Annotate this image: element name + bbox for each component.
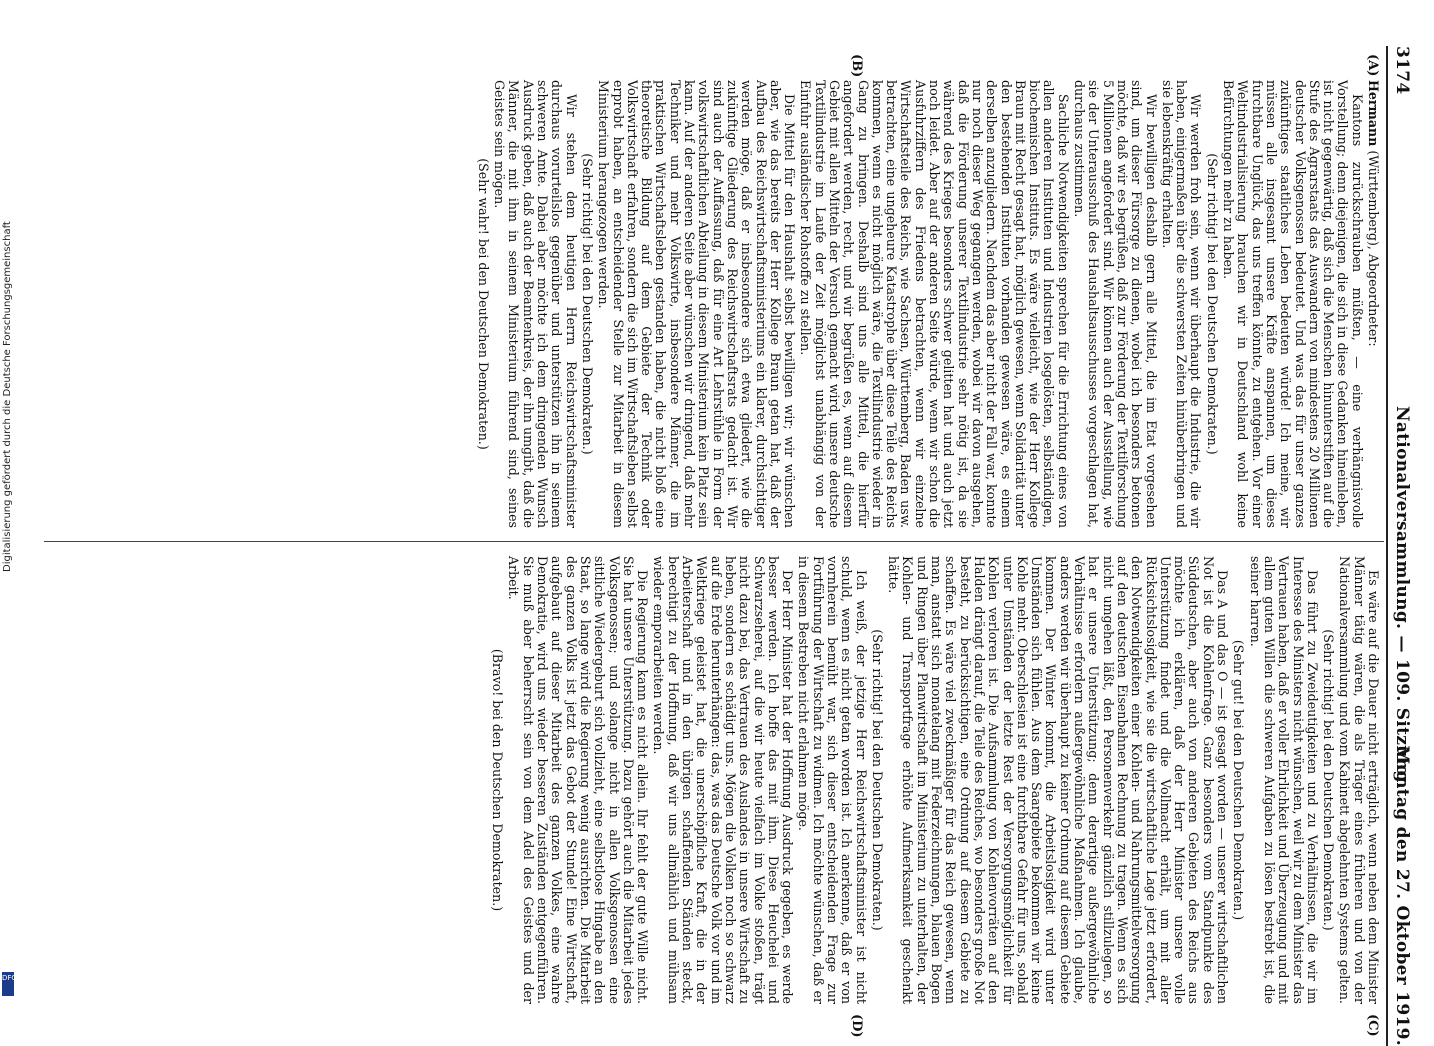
interjection: (Sehr gut! bei den Deutschen Demokraten.) xyxy=(1231,639,1247,921)
margin-marker-d: (D) xyxy=(849,1014,864,1038)
paragraph: Kantons zurückschrauben müßten, — eine verhängnisvolle Vorstellung; denn diejenigen, die sich in diese Gedanken hineinleben, ist nicht gegenwärtig, daß sich die Menschen hinunterstiften auf die Stufe des Agrarstaats das Auswandern von mindestens 20 Millionen deutscher Volksgenossen bedeutet. Und was das für unser ganzes zukünftiges staatliches Leben bedeuten würde! Ich meine, wir müssen alle insgesamt unsere Kräfte anspannen, um dieses furchtbare Unglück, das uns treffen könnte, zu entgehen. Vor einer Weltindustrialisierung brauchen wir in Deutschland wohl keine Befürchtungen mehr zu haben. xyxy=(1221,80,1365,528)
column-divider xyxy=(44,541,1384,542)
paragraph: Sachliche Notwendigkeiten sprechen für die Errichtung eines von allen anderen Instituten und Industrien losgelösten, selbständigen, biochemischen Instituts. Es wäre vielleicht, wie der Herr Kollege Braun mit Recht gesagt hat, möglich gewesen, wenn Solidarität unter den bestehenden Instituten vorhanden gewesen wäre, es einem derselben anzugliedern. Nachdem das aber nicht der Fall war, konnte nur noch dieser Weg gegangen werden, wobei wir davon ausgehen, daß die Förderung unserer Textilindustrie sehr nötig ist, da sie während des Krieges besonders schwer gelitten hat und auch jetzt noch leidet. Aber auf der anderen Seite würde, wenn wir schon die Ausfuhrziffern des Friedens betrachten, wenn wir einzelne Wirtschaftsteile des Reichs, wie Sachsen, Württemberg, Baden usw. betrachten, eine ungeheure Katastrophe über diese Teile des Reichs kommen, wenn es nicht möglich wäre, die Textilindustrie wieder in Gang zu bringen. Deshalb sind uns alle Mittel, die hierfür angefordert werden, recht, und wir begrüßen es, wenn auf diesem Gebiet mit allen Mitteln der Versuch gemacht wird, unsere deutsche Textilindustrie im Laufe der Zeit möglichst unabhängig von der Einfuhr ausländischer Rohstoffe zu stellen. xyxy=(798,80,1071,528)
page-title: Nationalversammlung. — 109. Sitzung. xyxy=(1392,406,1412,789)
page-header xyxy=(1390,46,1412,1046)
page-date: Montag den 27. Oktober 1919. xyxy=(1392,745,1412,1046)
interjection: (Sehr richtig! bei den Deutschen Demokraten.) xyxy=(1321,629,1337,931)
margin-marker-a: (A) xyxy=(1365,54,1380,77)
margin-marker-c: (C) xyxy=(1365,1014,1380,1037)
paragraph: Das führt zu Zweideutigkeiten und zu Verhältnissen, die wir im Interesse des Ministers nicht wünschen, weil wir zu dem Minister das Vertrauen haben, daß er voller Ehrlichkeit und Überzeugung und mit allem guten Willen die schweren Aufgaben zu lösen bestrebt ist, die seiner harren. xyxy=(1247,556,1320,1004)
paragraph: Wir bewilligen deshalb gern alle Mittel, die im Etat vorgesehen sind, um dieser Fürsorge zu dienen, wobei ich besonders betonen möchte, daß wir es begrüßen, daß zur Förderung der Textilforschung 5 Millionen angefordert sind. Wir können auch der Ausstellung, wie sie der Unterausschuß des Haushaltsausschusses vorgeschlagen hat, durchaus zustimmen. xyxy=(1072,80,1159,528)
paragraph: Die Mittel für den Haushalt selbst bewilligen wir; wir wünschen aber, wie das bereits der Herr Kollege Braun getan hat, daß der Aufbau des Reichswirtschaftsministeriums ein klarer, durchsichtiger werden möge, daß er insbesondere sich etwa gliedert, wie die zukünftige Gliederung des Reichswirtschaftsrats gedacht ist. Wir sind auch der Auffassung, daß für eine Art Lehrstühle in Form der volkswirtschaftlichen Abteilung in diesem Ministerium kein Platz sein kann. Auf der anderen Seite aber wünschen wir dringend, daß mehr Techniker und mehr Volkswirte, insbesondere Männer, die im praktischen Wirtschaftsleben gestanden haben, die nicht bloß eine theoretische Bildung auf dem Gebiete der Technik oder Volkswirtschaft erfahren, sondern die sich im Wirtschaftsleben selbst erprobt haben, an entscheidender Stelle zur Mitarbeit in diesem Ministerium herangezogen werden. xyxy=(596,80,798,528)
paragraph: Wir stehen dem heutigen Herrn Reichswirtschaftsminister durchaus vorurteilslos gegenüber und unterstützen ihn in seinem schweren Amte. Dabei aber möchte ich dem dringenden Wunsch Ausdruck geben, daß auch der Beamtenkreis, der ihn umgibt, daß die Männer, die mit ihm in seinem Ministerium führend sind, seines Geistes sein mögen. xyxy=(492,80,579,528)
interjection: (Sehr richtig! bei den Deutschen Demokraten.) xyxy=(1204,153,1220,455)
paragraph: Das A und das O — ist gesagt worden — unserer wirtschaftlichen Not ist die Kohlenfrage. Ganz besonders vom Standpunkte des Süddeutschen, aber auch von anderen Gebieten des Reichs aus möchte ich erklären, daß der Herr Minister unsere volle Unterstützung findet und die Vollmacht erhält, um mit aller Rücksichtslosigkeit, wie sie die wirtschaftliche Lage jetzt erfordert, den Notwendigkeiten einer Kohlen- und Nahrungsmittelversorgung auf den deutschen Eisenbahnen Rechnung zu tragen. Wenn es sich nicht umgehen läßt, den Personenverkehr gänzlich stillzulegen, so hat er unsere Unterstützung; denn derartige außergewöhnliche Verhältnisse erfordern außergewöhnliche Maßnahmen. Ich glaube, anders werden wir überhaupt zu keiner Ordnung auf diesem Gebiete kommen. Der Winter kommt, die Arbeitslosigkeit wird unter Umständen sich fühlen. Aus dem Saargebiete bekommen wir keine Kohle mehr. Oberschlesien ist eine furchtbare Gefahr für uns, sobald unter Umständen der letzte Rest der Versorgungsmöglichkeit für Kohlen verloren ist. Die Aufsammlung von Kohlenvorräten auf den Halden drängt darauf, die Teile des Reiches, wo besonders große Not besteht, zu berücksichtigen, eine Ordnung auf diesem Gebiete zu schaffen. Es wäre viel zweckmäßiger für das Reich gewesen, wenn man, anstatt sich monatelang mit Federzeichnungen, blauen Bogen und Ringen über Planwirtschaft im Ministerium zu unterhalten, der Kohlen- und Transportfrage erhöhte Aufmerksamkeit geschenkt hätte. xyxy=(886,556,1231,1004)
speaker-note: (Württemberg), Abgeordneter: xyxy=(1366,150,1381,347)
paragraph: Es wäre auf die Dauer nicht erträglich, wenn neben dem Minister Männer tätig wären, die als Träger eines früheren und von der Nationalversammlung und vom Kabinett abgelehnten Systems gelten. xyxy=(1337,556,1381,1004)
paragraph: Der Herr Minister hat der Hoffnung Ausdruck gegeben, es werde besser werden. Ich hoffe das mit ihm. Diese Heuchelei und Schwarzseherei, auf die wir heute vielfach im Volke stoßen, trägt nicht dazu bei, das Vertrauen des Auslandes in unsere Wirtschaft zu heben, sondern es schädigt uns. Mögen die Volken noch so schwarz auf die Erde herunterhängen: das, was das Deutsche Volk vor und im Weltkriege geleistet hat, die unerschöpfliche Kraft, die in der Arbeiterschaft und in den übrigen schaffenden Ständen steckt, berechtigt zu der Hoffnung, daß wir uns allmählich und mühsam wieder emporarbeiten werden. xyxy=(651,556,796,1004)
rotated-page-content xyxy=(22,46,1412,1046)
paragraph: Wir werden froh sein, wenn wir überhaupt die Industrie, die wir haben, einigermaßen über die schwersten Zeiten hinüberbringen und sie lebenskräftig erhalten. xyxy=(1159,80,1204,528)
header-rule xyxy=(1386,46,1388,1046)
speaker-name: Hermann xyxy=(1366,80,1381,147)
interjection: (Sehr richtig! bei den Deutschen Demokraten.) xyxy=(579,153,595,455)
interjection: (Bravo! bei den Deutschen Demokraten.) xyxy=(490,648,506,912)
margin-marker-b: (B) xyxy=(849,54,864,78)
interjection: (Sehr wahr! bei den Deutschen Demokraten.) xyxy=(475,158,491,450)
interjection: (Sehr richtig! bei den Deutschen Demokraten.) xyxy=(869,629,885,931)
right-column xyxy=(490,556,1381,1004)
dfg-logo: DFG xyxy=(2,972,14,996)
paragraph: Die Regierung kann es nicht allein. Ihr fehlt der gute Wille nicht. Sie hat unsere Unterstützung. Dazu gehört auch die Mitarbeit jedes Volksgenossen; und solange nicht in allen Volksgenossen eine sittliche Wiedergeburt sich vollzieht, eine selbstlose Hingabe an den Staat, so lange wird die Regierung wenig ausrichten. Die Mitarbeit des ganzen Volks ist jetzt das Gebot der Stunde! Eine Wirtschaft, aufgebaut auf dieser Mitarbeit des ganzen Volkes, eine wahre Demokratie, wird uns wieder besseren Zuständen entgegenführen. Sie muß aber beherrscht sein von dem Adel des Geistes und der Arbeit. xyxy=(506,556,651,1004)
paragraph: Ich weiß, der jetzige Herr Reichswirtschaftsminister ist nicht schuld, wenn es nicht getan worden ist. Ich anerkenne, daß er von vornherein bemüht war, sich dieser entscheidenden Frage zur Fortführung der Wirtschaft zu widmen. Ich möchte wünschen, daß er in diesem Bestreben nicht erlahmen möge. xyxy=(796,556,869,1004)
page-number: 3174 xyxy=(1392,46,1412,95)
left-column xyxy=(475,80,1381,528)
digitization-credit: Digitalisierung gefördert durch die Deutsche Forschungsgemeinschaft xyxy=(2,221,13,572)
speaker-line xyxy=(1366,80,1380,528)
